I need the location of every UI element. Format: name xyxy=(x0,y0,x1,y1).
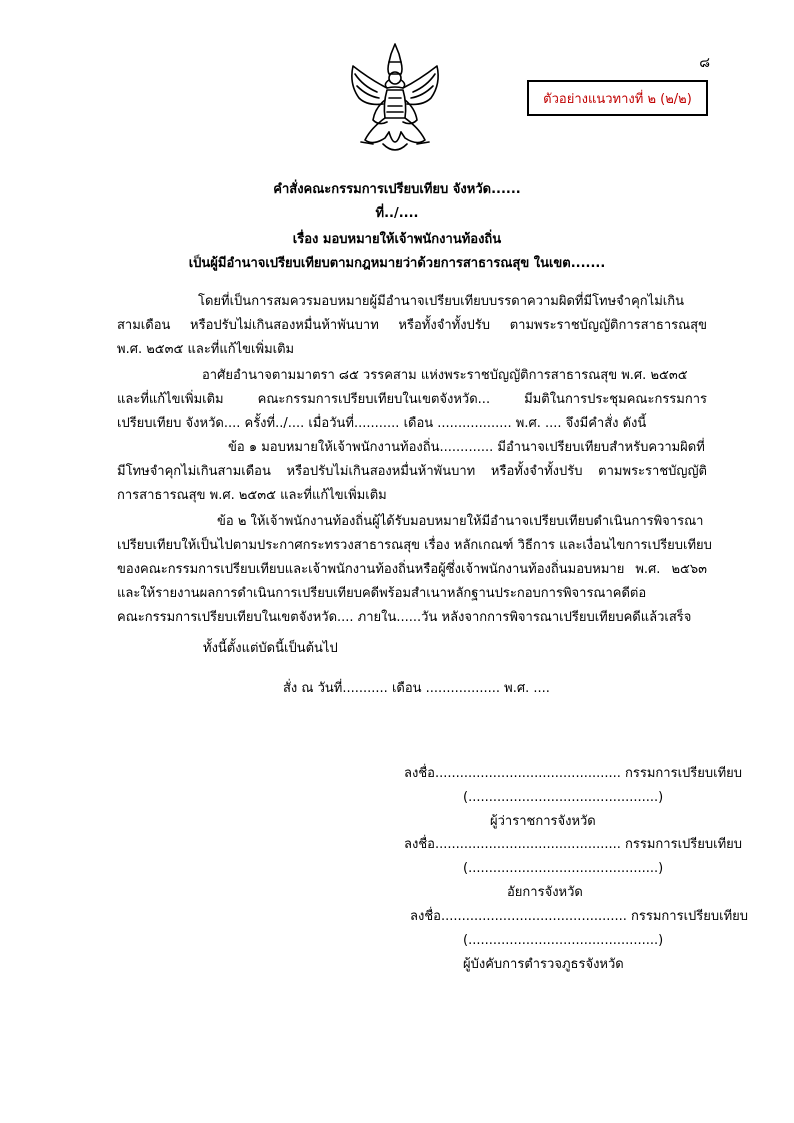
text-line: และที่แก้ไขเพิ่มเติม คณะกรรมการเปรียบเทียบในเขตจังหวัด... มีมติในการประชุมคณะกรรมการ xyxy=(117,392,707,407)
order-subject: เรื่อง มอบหมายให้เจ้าพนักงานท้องถิ่น xyxy=(292,232,502,247)
signature-name-governor: (..............................................) xyxy=(463,790,664,805)
text-line: ข้อ ๑ มอบหมายให้เจ้าพนักงานท้องถิ่น............. มีอำนาจเปรียบเทียบสำหรับความผิดที่ xyxy=(228,440,705,455)
signature-name-police: (..............................................) xyxy=(463,933,664,948)
text-line: สามเดือน หรือปรับไม่เกินสองหมื่นห้าพันบาท หรือทั้งจำทั้งปรับ ตามพระราชบัญญัติการสาธารณสุข xyxy=(117,318,707,333)
text-line: อาศัยอำนาจตามมาตรา ๘๕ วรรคสาม แห่งพระราชบัญญัติการสาธารณสุข พ.ศ. ๒๕๓๕ xyxy=(202,368,688,383)
paragraph-preamble xyxy=(117,290,707,362)
order-title: คำสั่งคณะกรรมการเปรียบเทียบ จังหวัด...... xyxy=(273,182,521,197)
signature-title-governor: ผู้ว่าราชการจังหวัด xyxy=(490,814,596,829)
order-date: สั่ง ณ วันที่........... เดือน .................. พ.ศ. .... xyxy=(283,681,550,696)
signature-title-police: ผู้บังคับการตำรวจภูธรจังหวัด xyxy=(463,957,624,972)
order-number: ที่../.... xyxy=(375,206,419,221)
order-subject-continued: เป็นผู้มีอำนาจเปรียบเทียบตามกฎหมายว่าด้วยการสาธารณสุข ในเขต....... xyxy=(188,256,606,271)
text-line: ของคณะกรรมการเปรียบเทียบและเจ้าพนักงานท้องถิ่นหรือผู้ซึ่งเจ้าพนักงานท้องถิ่นมอบหมาย พ.ศ. ๒๕๖๓ xyxy=(117,562,707,577)
effective-statement: ทั้งนี้ตั้งแต่บัดนี้เป็นต้นไป xyxy=(203,641,338,656)
signature-line-prosecutor: ลงชื่อ............................................. กรรมการเปรียบเทียบ xyxy=(404,837,743,852)
text-line: ข้อ ๒ ให้เจ้าพนักงานท้องถิ่นผู้ได้รับมอบหมายให้มีอำนาจเปรียบเทียบดำเนินการพิจารณา xyxy=(217,514,704,529)
signature-line-governor: ลงชื่อ............................................. กรรมการเปรียบเทียบ xyxy=(404,766,743,781)
text-line: เปรียบเทียบ จังหวัด.... ครั้งที่../.... เมื่อวันที่........... เดือน .................. พ.ศ. .... จึงมีคำสั่ง ดังนี้ xyxy=(117,416,647,431)
garuda-emblem-icon xyxy=(343,40,447,156)
signature-line-police: ลงชื่อ............................................. กรรมการเปรียบเทียบ xyxy=(410,909,749,924)
text-line: มีโทษจำคุกไม่เกินสามเดือน หรือปรับไม่เกินสองหมื่นห้าพันบาท หรือทั้งจำทั้งปรับ ตามพระราชบัญญัติ xyxy=(117,464,707,479)
paragraph-clause-1 xyxy=(117,436,707,508)
text-line: คณะกรรมการเปรียบเทียบในเขตจังหวัด.... ภายใน......วัน หลังจากการพิจารณาเปรียบเทียบคดีแล้วเสร็จ xyxy=(117,610,692,625)
text-line: เปรียบเทียบให้เป็นไปตามประกาศกระทรวงสาธารณสุข เรื่อง หลักเกณฑ์ วิธีการ และเงื่อนไขการเปรียบเทียบ xyxy=(117,538,712,553)
paragraph-clause-2 xyxy=(117,510,712,630)
text-line: และให้รายงานผลการดำเนินการเปรียบเทียบคดีพร้อมสำเนาหลักฐานประกอบการพิจารณาคดีต่อ xyxy=(117,586,647,601)
text-line: โดยที่เป็นการสมควรมอบหมายผู้มีอำนาจเปรียบเทียบบรรดาความผิดที่มีโทษจำคุกไม่เกิน xyxy=(198,294,684,309)
page-number: ๘ xyxy=(699,55,710,71)
signature-name-prosecutor: (..............................................) xyxy=(463,861,664,876)
signature-title-prosecutor: อัยการจังหวัด xyxy=(507,885,583,900)
example-badge: ตัวอย่างแนวทางที่ ๒ (๒/๒) xyxy=(527,80,708,116)
text-line: พ.ศ. ๒๕๓๕ และที่แก้ไขเพิ่มเติม xyxy=(117,342,295,357)
text-line: การสาธารณสุข พ.ศ. ๒๕๓๕ และที่แก้ไขเพิ่มเติม xyxy=(117,488,387,503)
paragraph-authority xyxy=(117,364,707,436)
